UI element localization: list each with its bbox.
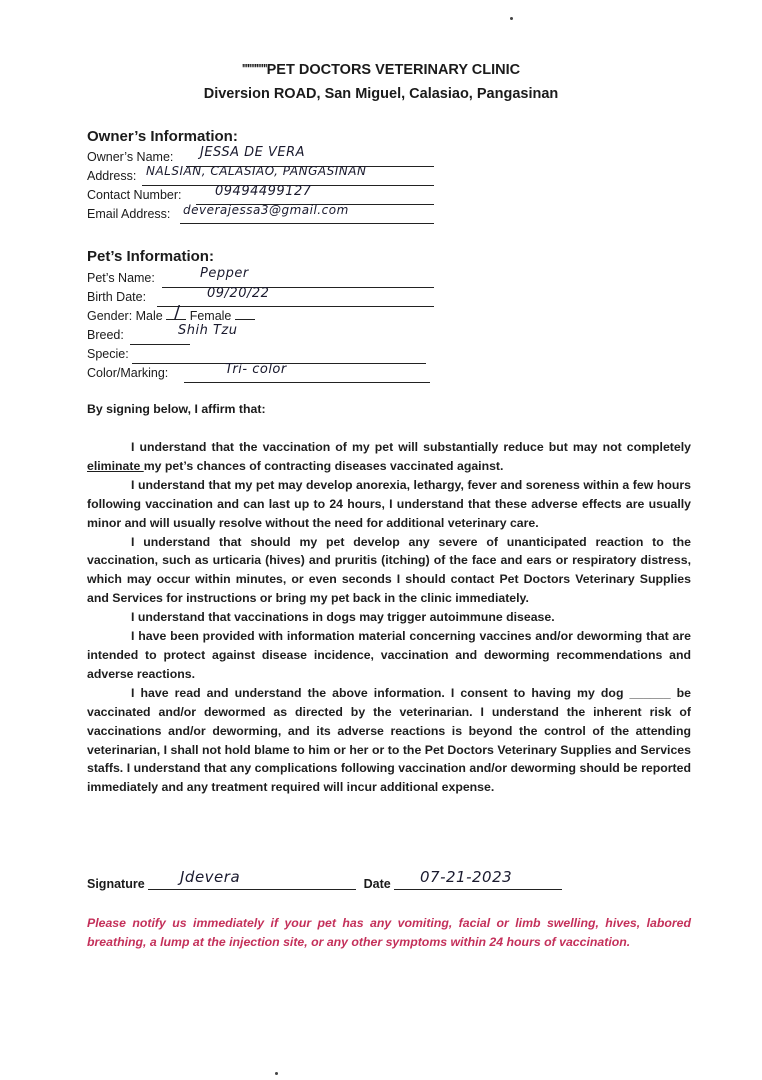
clinic-address: Diversion ROAD, San Miguel, Calasiao, Pangasinan [203, 86, 559, 102]
pet-name-value[interactable]: Pepper [200, 266, 249, 281]
consent-paragraph-4: I understand that vaccinations in dogs may trigger autoimmune disease. [131, 610, 555, 625]
date-line[interactable] [394, 889, 562, 890]
contact-number-label: Contact Number: [87, 188, 182, 202]
date-label: Date [363, 877, 391, 891]
gender-male-label: Gender: Male [87, 309, 163, 323]
birth-date-value[interactable]: 09/20/22 [207, 286, 270, 301]
notice-text: Please notify us immediately if your pet has any vomiting, facial or limb swelling, hives, labored breathing, a lump at the injection site, or any other symptoms within 24 hours of vaccination. [87, 916, 691, 949]
contact-number-value[interactable]: 09494499127 [215, 184, 312, 199]
consent-paragraph-1: I understand that the vaccination of my pet will substantially reduce but may not completely eliminate my pet’s chances of contracting diseases vaccinated against. [87, 440, 691, 473]
breed-line [130, 344, 190, 345]
gender-female-blank[interactable] [235, 319, 255, 320]
color-marking-label: Color/Marking: [87, 366, 169, 380]
consent-paragraph-2: I understand that my pet may develop anorexia, lethargy, fever and soreness within a few hours following vaccination and can last up to 24 hours, I understand that these adverse effects are usually minor and will usually resolve without the need for additional veterinary care. [87, 477, 691, 530]
pet-name-line [162, 287, 434, 288]
signature-line[interactable] [148, 889, 356, 890]
birth-date-line [157, 306, 434, 307]
owner-address-value[interactable]: NALSIAN, CALASIAO, PANGASINAN [146, 164, 367, 178]
breed-label: Breed: [87, 328, 124, 342]
color-marking-value[interactable]: Tri- color [225, 362, 287, 377]
gender-check-mark: / [174, 302, 181, 323]
scan-speck [275, 1072, 278, 1075]
clinic-name [0, 62, 762, 78]
pet-section-title: Pet’s Information: [87, 248, 214, 265]
consent-paragraph-5: I have been provided with information material concerning vaccines and/or deworming that are intended to protect against disease incidence, vaccination and deworming recommendations and adverse reactions. [87, 629, 691, 681]
birth-date-label: Birth Date: [87, 290, 147, 304]
email-label: Email Address: [87, 207, 171, 221]
email-line [180, 223, 434, 224]
date-value: 07-21-2023 [420, 868, 513, 886]
clinic-name-text: PET DOCTORS VETERINARY CLINIC [266, 62, 521, 78]
consent-paragraphs [87, 438, 691, 797]
email-value[interactable]: deverajessa3@gmail.com [183, 203, 349, 217]
affirm-heading: By signing below, I affirm that: [87, 402, 266, 416]
owner-name-label: Owner’s Name: [87, 150, 174, 164]
owner-address-label: Address: [87, 169, 137, 183]
scan-speck [510, 17, 513, 20]
owner-section-title: Owner’s Information: [87, 128, 238, 145]
color-marking-line [184, 382, 430, 383]
signature-label: Signature [87, 877, 145, 891]
pet-name-label: Pet’s Name: [87, 271, 155, 285]
header-tick-marks: '''''''''''''' [241, 62, 267, 78]
consent-paragraph-3: I understand that should my pet develop any severe of unanticipated reaction to the vaccination, such as urticaria (hives) and pruritis (itching) of the face and ears or respiratory distress, which may occur within minutes, or even seconds I should contact Pet Doctors Veterinary Supplies and Services for instructions or bring my pet back in the clinic immediately. [87, 534, 691, 606]
breed-value[interactable]: Shih Tzu [178, 323, 238, 338]
owner-name-value[interactable]: JESSA DE VERA [200, 145, 306, 160]
consent-paragraph-6: I have read and understand the above information. I consent to having my dog ______ be vaccinated and/or dewormed as directed by the veterinarian. I understand the inherent risk of vaccinations and/or deworming, and its adverse reactions is beyond the control of the attending veterinarian, I shall not hold blame to him or her or to the Pet Doctors Veterinary Supplies and Services staffs. I understand that any complications following vaccination and/or deworming should be reported immediately and any treatment required will incur additional expense. [87, 685, 691, 795]
eliminate-underlined: eliminate [87, 458, 144, 473]
signature-value: Jdevera [180, 868, 241, 886]
specie-label: Specie: [87, 347, 129, 361]
gender-row [87, 309, 255, 323]
gender-female-label: Female [189, 309, 232, 323]
